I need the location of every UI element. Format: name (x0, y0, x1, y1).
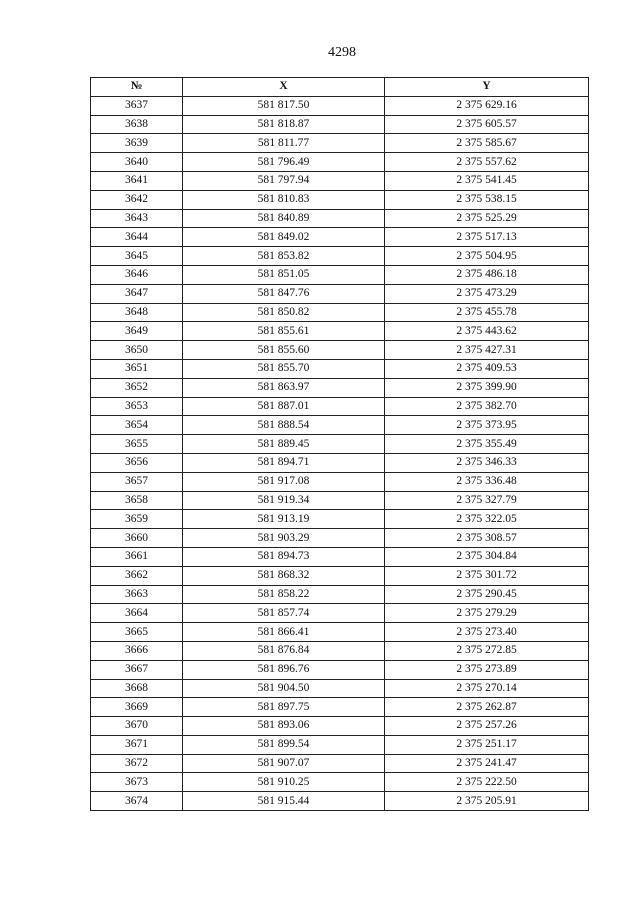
table-row (91, 735, 589, 754)
x-coordinate-cell: 581 863.97 (183, 378, 385, 397)
x-coordinate-cell: 581 904.50 (183, 679, 385, 698)
table-row (91, 209, 589, 228)
row-number-cell: 3637 (91, 96, 183, 115)
row-number-cell: 3668 (91, 679, 183, 698)
x-coordinate-cell: 581 894.73 (183, 547, 385, 566)
table-row (91, 792, 589, 811)
y-coordinate-cell: 2 375 517.13 (385, 228, 589, 247)
x-coordinate-cell: 581 866.41 (183, 623, 385, 642)
row-number-cell: 3672 (91, 754, 183, 773)
y-coordinate-cell: 2 375 270.14 (385, 679, 589, 698)
y-coordinate-cell: 2 375 308.57 (385, 529, 589, 548)
header-x: X (183, 78, 385, 97)
row-number-cell: 3662 (91, 566, 183, 585)
y-coordinate-cell: 2 375 473.29 (385, 284, 589, 303)
table-header (91, 78, 589, 97)
table-row (91, 604, 589, 623)
page-number: 4298 (328, 45, 356, 60)
y-coordinate-cell: 2 375 251.17 (385, 735, 589, 754)
x-coordinate-cell: 581 893.06 (183, 717, 385, 736)
x-coordinate-cell: 581 858.22 (183, 585, 385, 604)
row-number-cell: 3658 (91, 491, 183, 510)
x-coordinate-cell: 581 876.84 (183, 641, 385, 660)
row-number-cell: 3643 (91, 209, 183, 228)
y-coordinate-cell: 2 375 273.40 (385, 623, 589, 642)
row-number-cell: 3655 (91, 435, 183, 454)
table-row (91, 510, 589, 529)
table-row (91, 171, 589, 190)
table-row (91, 359, 589, 378)
y-coordinate-cell: 2 375 301.72 (385, 566, 589, 585)
x-coordinate-cell: 581 811.77 (183, 134, 385, 153)
x-coordinate-cell: 581 889.45 (183, 435, 385, 454)
y-coordinate-cell: 2 375 525.29 (385, 209, 589, 228)
coordinates-table (90, 77, 589, 811)
x-coordinate-cell: 581 817.50 (183, 96, 385, 115)
table-row (91, 303, 589, 322)
row-number-cell: 3671 (91, 735, 183, 754)
row-number-cell: 3656 (91, 453, 183, 472)
table-row (91, 435, 589, 454)
row-number-cell: 3647 (91, 284, 183, 303)
y-coordinate-cell: 2 375 279.29 (385, 604, 589, 623)
y-coordinate-cell: 2 375 304.84 (385, 547, 589, 566)
x-coordinate-cell: 581 897.75 (183, 698, 385, 717)
x-coordinate-cell: 581 888.54 (183, 416, 385, 435)
y-coordinate-cell: 2 375 290.45 (385, 585, 589, 604)
table-row (91, 641, 589, 660)
row-number-cell: 3654 (91, 416, 183, 435)
x-coordinate-cell: 581 797.94 (183, 171, 385, 190)
row-number-cell: 3638 (91, 115, 183, 134)
row-number-cell: 3652 (91, 378, 183, 397)
y-coordinate-cell: 2 375 443.62 (385, 322, 589, 341)
x-coordinate-cell: 581 894.71 (183, 453, 385, 472)
row-number-cell: 3674 (91, 792, 183, 811)
table-row (91, 529, 589, 548)
y-coordinate-cell: 2 375 262.87 (385, 698, 589, 717)
row-number-cell: 3651 (91, 359, 183, 378)
table-row (91, 623, 589, 642)
y-coordinate-cell: 2 375 585.67 (385, 134, 589, 153)
row-number-cell: 3666 (91, 641, 183, 660)
row-number-cell: 3642 (91, 190, 183, 209)
y-coordinate-cell: 2 375 272.85 (385, 641, 589, 660)
row-number-cell: 3663 (91, 585, 183, 604)
y-coordinate-cell: 2 375 257.26 (385, 717, 589, 736)
x-coordinate-cell: 581 855.70 (183, 359, 385, 378)
x-coordinate-cell: 581 851.05 (183, 265, 385, 284)
x-coordinate-cell: 581 868.32 (183, 566, 385, 585)
table-row (91, 416, 589, 435)
y-coordinate-cell: 2 375 322.05 (385, 510, 589, 529)
y-coordinate-cell: 2 375 427.31 (385, 341, 589, 360)
y-coordinate-cell: 2 375 346.33 (385, 453, 589, 472)
table-row (91, 341, 589, 360)
table-row (91, 754, 589, 773)
row-number-cell: 3650 (91, 341, 183, 360)
row-number-cell: 3673 (91, 773, 183, 792)
x-coordinate-cell: 581 907.07 (183, 754, 385, 773)
table-row (91, 247, 589, 266)
header-number: № (91, 78, 183, 97)
table-row (91, 153, 589, 172)
x-coordinate-cell: 581 847.76 (183, 284, 385, 303)
table-row (91, 585, 589, 604)
x-coordinate-cell: 581 917.08 (183, 472, 385, 491)
row-number-cell: 3661 (91, 547, 183, 566)
row-number-cell: 3641 (91, 171, 183, 190)
y-coordinate-cell: 2 375 355.49 (385, 435, 589, 454)
y-coordinate-cell: 2 375 373.95 (385, 416, 589, 435)
table-row (91, 96, 589, 115)
row-number-cell: 3660 (91, 529, 183, 548)
y-coordinate-cell: 2 375 273.89 (385, 660, 589, 679)
row-number-cell: 3667 (91, 660, 183, 679)
y-coordinate-cell: 2 375 538.15 (385, 190, 589, 209)
x-coordinate-cell: 581 913.19 (183, 510, 385, 529)
table-row (91, 566, 589, 585)
header-y: Y (385, 78, 589, 97)
row-number-cell: 3657 (91, 472, 183, 491)
y-coordinate-cell: 2 375 399.90 (385, 378, 589, 397)
x-coordinate-cell: 581 855.61 (183, 322, 385, 341)
x-coordinate-cell: 581 853.82 (183, 247, 385, 266)
y-coordinate-cell: 2 375 455.78 (385, 303, 589, 322)
row-number-cell: 3665 (91, 623, 183, 642)
y-coordinate-cell: 2 375 222.50 (385, 773, 589, 792)
x-coordinate-cell: 581 849.02 (183, 228, 385, 247)
row-number-cell: 3664 (91, 604, 183, 623)
row-number-cell: 3646 (91, 265, 183, 284)
x-coordinate-cell: 581 855.60 (183, 341, 385, 360)
x-coordinate-cell: 581 818.87 (183, 115, 385, 134)
y-coordinate-cell: 2 375 605.57 (385, 115, 589, 134)
header-row (91, 78, 589, 97)
y-coordinate-cell: 2 375 541.45 (385, 171, 589, 190)
row-number-cell: 3653 (91, 397, 183, 416)
x-coordinate-cell: 581 899.54 (183, 735, 385, 754)
row-number-cell: 3644 (91, 228, 183, 247)
y-coordinate-cell: 2 375 241.47 (385, 754, 589, 773)
row-number-cell: 3669 (91, 698, 183, 717)
table-row (91, 190, 589, 209)
table-body (91, 96, 589, 810)
table-row (91, 698, 589, 717)
x-coordinate-cell: 581 810.83 (183, 190, 385, 209)
table-row (91, 322, 589, 341)
table-row (91, 472, 589, 491)
table-row (91, 265, 589, 284)
row-number-cell: 3639 (91, 134, 183, 153)
table-row (91, 397, 589, 416)
table-row (91, 378, 589, 397)
x-coordinate-cell: 581 910.25 (183, 773, 385, 792)
y-coordinate-cell: 2 375 629.16 (385, 96, 589, 115)
y-coordinate-cell: 2 375 486.18 (385, 265, 589, 284)
x-coordinate-cell: 581 915.44 (183, 792, 385, 811)
x-coordinate-cell: 581 887.01 (183, 397, 385, 416)
x-coordinate-cell: 581 850.82 (183, 303, 385, 322)
table-row (91, 679, 589, 698)
x-coordinate-cell: 581 796.49 (183, 153, 385, 172)
table-row (91, 547, 589, 566)
table-row (91, 717, 589, 736)
row-number-cell: 3640 (91, 153, 183, 172)
row-number-cell: 3649 (91, 322, 183, 341)
row-number-cell: 3648 (91, 303, 183, 322)
table-row (91, 453, 589, 472)
x-coordinate-cell: 581 896.76 (183, 660, 385, 679)
x-coordinate-cell: 581 857.74 (183, 604, 385, 623)
y-coordinate-cell: 2 375 557.62 (385, 153, 589, 172)
table-row (91, 134, 589, 153)
x-coordinate-cell: 581 840.89 (183, 209, 385, 228)
y-coordinate-cell: 2 375 205.91 (385, 792, 589, 811)
x-coordinate-cell: 581 903.29 (183, 529, 385, 548)
row-number-cell: 3659 (91, 510, 183, 529)
table-row (91, 491, 589, 510)
table-row (91, 284, 589, 303)
table-row (91, 228, 589, 247)
table-row (91, 660, 589, 679)
y-coordinate-cell: 2 375 504.95 (385, 247, 589, 266)
y-coordinate-cell: 2 375 336.48 (385, 472, 589, 491)
y-coordinate-cell: 2 375 327.79 (385, 491, 589, 510)
row-number-cell: 3645 (91, 247, 183, 266)
table-row (91, 115, 589, 134)
table-row (91, 773, 589, 792)
row-number-cell: 3670 (91, 717, 183, 736)
y-coordinate-cell: 2 375 409.53 (385, 359, 589, 378)
x-coordinate-cell: 581 919.34 (183, 491, 385, 510)
y-coordinate-cell: 2 375 382.70 (385, 397, 589, 416)
